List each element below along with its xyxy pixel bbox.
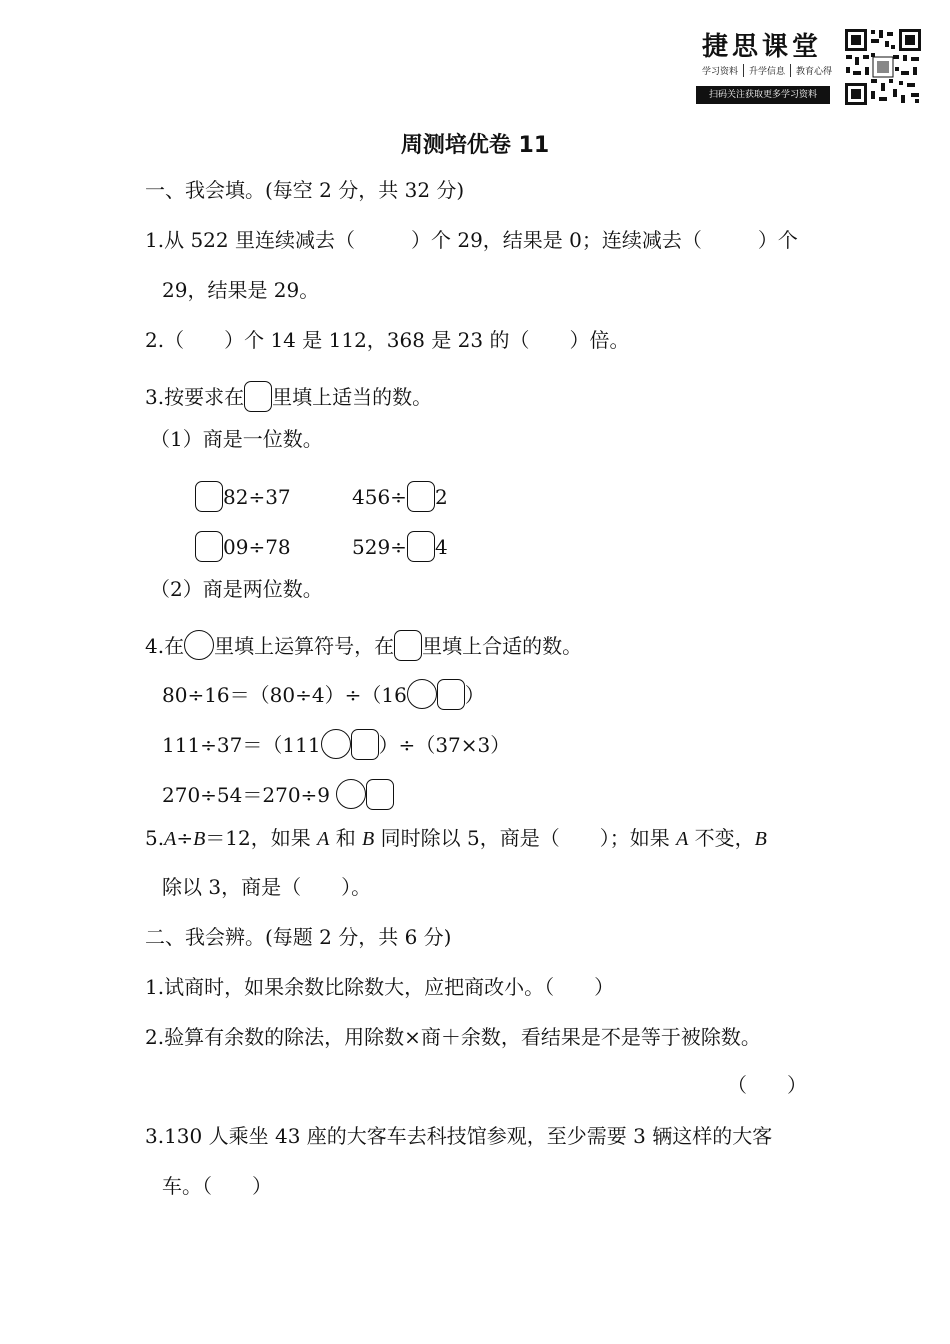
answer-box[interactable] [407, 531, 435, 562]
page-title: 周测培优卷 11 [400, 133, 550, 158]
equation-1 [162, 679, 485, 710]
text: 5. [145, 826, 165, 850]
judge-question-3: 3.130 人乘坐 43 座的大客车去科技馆参观，至少需要 3 辆这样的大客 [145, 1124, 773, 1148]
text: ）。 [341, 875, 372, 899]
var-b: B [754, 828, 767, 850]
text: 529÷ [352, 535, 407, 559]
judge-question-3-cont: 车。（ ） [162, 1174, 272, 1198]
brand-tag: 升学信息 [744, 64, 791, 77]
square-box-icon [394, 630, 422, 661]
answer-box[interactable] [437, 679, 465, 710]
text: 除以 3，商是（ [162, 875, 302, 899]
text: 80÷16＝（80÷4）÷（16 [162, 683, 407, 707]
operator-circle[interactable] [321, 729, 351, 759]
text: 里填上适当的数。 [272, 385, 433, 409]
expression-1 [195, 481, 291, 512]
text: 2 [434, 485, 448, 509]
text: ）；如果 [599, 826, 670, 850]
answer-box[interactable] [351, 729, 379, 760]
brand-banner: 扫码关注获取更多学习资料 [696, 86, 830, 104]
equation-3 [162, 779, 394, 810]
text: 270÷54＝270÷9 [162, 783, 331, 807]
circle-icon [184, 630, 214, 660]
var-a: A [164, 828, 177, 850]
text: ）个 29，结果是 0；连续减去（ [410, 228, 702, 252]
answer-box[interactable] [366, 779, 394, 810]
var-b: B [193, 828, 206, 850]
var-b: B [362, 828, 375, 850]
question-5 [145, 824, 767, 853]
brand-tag: 学习资料 [697, 64, 744, 77]
judge-question-1: 1.试商时，如果余数比除数大，应把商改小。（ ） [145, 975, 615, 999]
text: 82÷37 [223, 485, 291, 509]
equation-2 [162, 729, 510, 760]
text: 同时除以 5，商是（ [380, 826, 560, 850]
brand-tag: 教育心得 [796, 67, 833, 77]
text: ） [464, 683, 485, 707]
question-5-cont [162, 873, 371, 901]
expression-3 [195, 531, 291, 562]
expression-2 [352, 481, 448, 512]
text: 2.（ [145, 328, 185, 352]
text: ）个 14 是 112，368 是 23 的（ [224, 328, 530, 352]
brand-tags [697, 64, 837, 77]
text: ）个 [757, 228, 798, 252]
question-4 [145, 630, 582, 661]
text: 09÷78 [223, 535, 291, 559]
question-3-part-1: （1）商是一位数。 [150, 427, 323, 451]
var-a: A [676, 828, 689, 850]
answer-box[interactable] [195, 481, 223, 512]
operator-circle[interactable] [407, 679, 437, 709]
square-box-icon [244, 381, 272, 412]
var-a: A [317, 828, 330, 850]
answer-box[interactable] [407, 481, 435, 512]
brand-logo-text: 捷思课堂 [702, 32, 823, 62]
question-1 [145, 226, 798, 254]
text: ＝12，如果 [205, 826, 311, 850]
operator-circle[interactable] [336, 779, 366, 809]
text: 1.从 522 里连续减去（ [145, 228, 355, 252]
text: 不变， [694, 826, 755, 850]
answer-box[interactable] [195, 531, 223, 562]
question-2 [145, 326, 629, 354]
text: ÷ [176, 826, 194, 850]
question-3-part-2: （2）商是两位数。 [150, 577, 323, 601]
text: 里填上合适的数。 [422, 634, 583, 658]
text: 3.按要求在 [145, 385, 245, 409]
answer-paren[interactable]: （ ） [727, 1073, 807, 1097]
expression-4 [352, 531, 448, 562]
text: 4.在 [145, 634, 185, 658]
question-1-cont: 29，结果是 29。 [162, 278, 320, 302]
qr-code-icon [843, 27, 923, 107]
judge-question-2: 2.验算有余数的除法，用除数×商＋余数，看结果是不是等于被除数。 [145, 1025, 761, 1049]
text: 和 [335, 826, 356, 850]
section-heading: 二、我会辨。(每题 2 分，共 6 分) [145, 925, 452, 949]
text: ）÷（37×3） [378, 733, 511, 757]
text: 里填上运算符号，在 [214, 634, 395, 658]
text: 4 [434, 535, 448, 559]
text: ）倍。 [569, 328, 630, 352]
question-3 [145, 381, 432, 412]
text: 111÷37＝（111 [162, 733, 321, 757]
text: 456÷ [352, 485, 407, 509]
section-heading: 一、我会填。(每空 2 分，共 32 分) [145, 178, 465, 202]
